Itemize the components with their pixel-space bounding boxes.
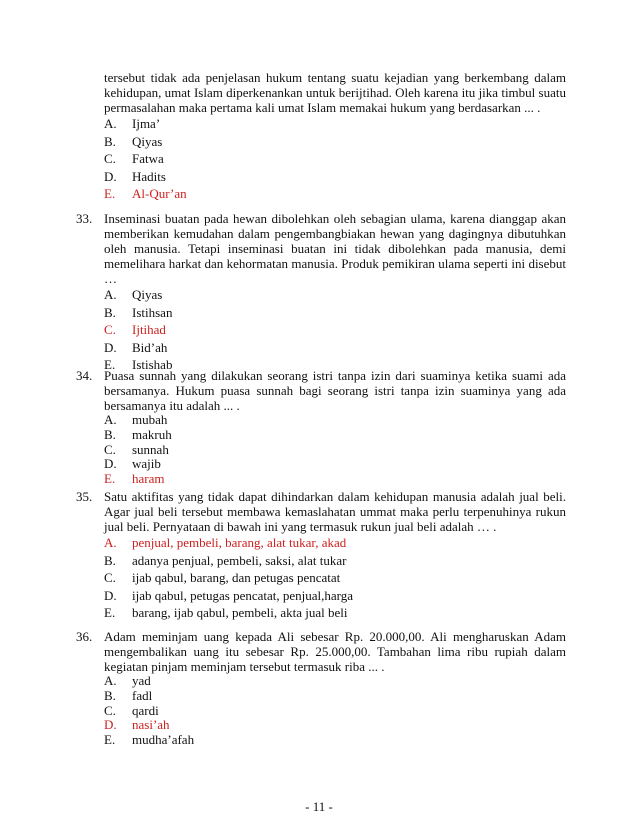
option-list bbox=[76, 286, 566, 374]
option-text: yad bbox=[132, 673, 151, 688]
answer-option bbox=[104, 304, 566, 322]
option-list bbox=[76, 115, 566, 203]
option-text: ijab qabul, petugas pencatat, penjual,harga bbox=[132, 587, 354, 603]
answer-option bbox=[104, 286, 566, 304]
answer-option bbox=[104, 674, 566, 689]
option-text: Ijma’ bbox=[132, 116, 161, 131]
option-list bbox=[76, 534, 566, 622]
option-letter: A. bbox=[104, 412, 117, 427]
answer-option bbox=[104, 115, 566, 133]
option-text: sunnah bbox=[132, 441, 169, 457]
option-text: mubah bbox=[132, 412, 168, 427]
option-text: Istihsan bbox=[132, 304, 173, 320]
question-number: 34. bbox=[76, 368, 93, 383]
answer-option bbox=[104, 552, 566, 570]
answer-option bbox=[104, 457, 566, 472]
answer-option bbox=[104, 587, 566, 605]
option-text: barang, ijab qabul, pembeli, akta jual beli bbox=[132, 605, 348, 620]
option-list bbox=[76, 413, 566, 487]
correct-answer-option bbox=[104, 321, 566, 339]
page-number: - 11 - bbox=[305, 799, 333, 814]
option-list bbox=[76, 674, 566, 748]
option-text: Hadits bbox=[132, 168, 166, 184]
option-letter: A. bbox=[104, 535, 117, 550]
option-letter: C. bbox=[104, 322, 116, 337]
question-35 bbox=[76, 489, 566, 622]
option-letter: E. bbox=[104, 471, 116, 487]
answer-option bbox=[104, 733, 566, 748]
correct-answer-option bbox=[104, 718, 566, 733]
answer-option bbox=[104, 413, 566, 428]
question-34 bbox=[76, 368, 566, 487]
question-number: 35. bbox=[76, 489, 93, 504]
question-33 bbox=[76, 211, 566, 374]
option-letter: E. bbox=[104, 605, 116, 620]
option-letter: B. bbox=[104, 304, 116, 320]
option-letter: C. bbox=[104, 702, 116, 718]
answer-option bbox=[104, 443, 566, 458]
option-text: fadl bbox=[132, 687, 153, 703]
question-36 bbox=[76, 629, 566, 748]
option-letter: C. bbox=[104, 151, 116, 166]
correct-answer-option bbox=[104, 534, 566, 552]
answer-option bbox=[104, 569, 566, 587]
option-letter: B. bbox=[104, 552, 116, 568]
option-letter: B. bbox=[104, 426, 116, 442]
question-stem: Adam meminjam uang kepada Ali sebesar Rp. 20.000,00. Ali mengharuskan Adam mengembalikan uang itu sebesar Rp. 25.000,00. Tambahan lima ribu rupiah dalam kegiatan pinjam meminjam tersebut termasuk riba ... . bbox=[104, 629, 566, 674]
option-letter: A. bbox=[104, 116, 117, 131]
question-stem: Satu aktifitas yang tidak dapat dihindarkan dalam kehidupan manusia adalah jual beli. Agar jual beli tersebut membawa kemaslahatan ummat maka perlu terpenuhinya rukun jual beli. Pernyataan di bawah ini yang termasuk rukun jual beli adalah … . bbox=[104, 489, 566, 534]
answer-option bbox=[104, 704, 566, 719]
option-text: mudha’afah bbox=[132, 732, 195, 748]
option-letter: D. bbox=[104, 717, 117, 733]
option-letter: A. bbox=[104, 287, 117, 302]
answer-option bbox=[104, 168, 566, 186]
question-continued bbox=[76, 70, 566, 203]
option-text: Ijtihad bbox=[132, 322, 166, 337]
option-letter: B. bbox=[104, 133, 116, 149]
answer-option bbox=[104, 150, 566, 168]
option-text: Qiyas bbox=[132, 133, 163, 149]
option-letter: D. bbox=[104, 339, 117, 355]
option-letter: A. bbox=[104, 673, 117, 688]
question-stem: tersebut tidak ada penjelasan hukum tentang suatu kejadian yang berkembang dalam kehidupan, umat Islam diperkenankan untuk berijtihad. Oleh karena itu jika timbul suatu permasalahan maka pertama kali umat Islam memakai hukum yang berdasarkan ... . bbox=[104, 70, 566, 115]
option-text: ijab qabul, barang, dan petugas pencatat bbox=[132, 570, 341, 585]
option-letter: C. bbox=[104, 441, 116, 457]
option-text: makruh bbox=[132, 426, 172, 442]
option-text: adanya penjual, pembeli, saksi, alat tukar bbox=[132, 552, 347, 568]
question-stem: Inseminasi buatan pada hewan dibolehkan oleh sebagian ulama, karena dianggap akan memberikan kemudahan dalam pengembangbiakan hewan yang dagingnya dibutuhkan oleh manusia. Tetapi inseminasi buatan ini tidak dibolehkan pada manusia, demi memelihara harkat dan kehormatan manusia. Produk pemikiran ulama seperti ini disebut … bbox=[104, 211, 566, 286]
correct-answer-option bbox=[104, 185, 566, 203]
answer-option bbox=[104, 604, 566, 622]
option-letter: D. bbox=[104, 456, 117, 472]
option-letter: E. bbox=[104, 357, 116, 372]
question-number: 36. bbox=[76, 629, 93, 644]
option-letter: D. bbox=[104, 168, 117, 184]
answer-option bbox=[104, 133, 566, 151]
option-letter: E. bbox=[104, 732, 116, 748]
option-text: haram bbox=[132, 471, 165, 487]
option-text: penjual, pembeli, barang, alat tukar, akad bbox=[132, 535, 347, 550]
question-stem: Puasa sunnah yang dilakukan seorang istri tanpa izin dari suaminya ketika suami ada bersamanya. Hukum puasa sunnah bagi seorang istri tanpa izin suaminya yang ada bersamanya itu adalah ... . bbox=[104, 368, 566, 413]
option-letter: D. bbox=[104, 587, 117, 603]
option-letter: E. bbox=[104, 186, 116, 201]
question-number: 33. bbox=[76, 211, 93, 226]
option-text: Qiyas bbox=[132, 287, 163, 302]
option-text: Fatwa bbox=[132, 151, 164, 166]
option-text: nasi’ah bbox=[132, 717, 170, 733]
correct-answer-option bbox=[104, 472, 566, 487]
answer-option bbox=[104, 428, 566, 443]
option-letter: B. bbox=[104, 687, 116, 703]
option-text: Bid’ah bbox=[132, 339, 168, 355]
answer-option bbox=[104, 689, 566, 704]
option-text: qardi bbox=[132, 702, 159, 718]
option-letter: C. bbox=[104, 570, 116, 585]
option-text: wajib bbox=[132, 456, 161, 472]
answer-option bbox=[104, 339, 566, 357]
option-text: Al-Qur’an bbox=[132, 186, 187, 201]
option-text: Istishab bbox=[132, 357, 173, 372]
